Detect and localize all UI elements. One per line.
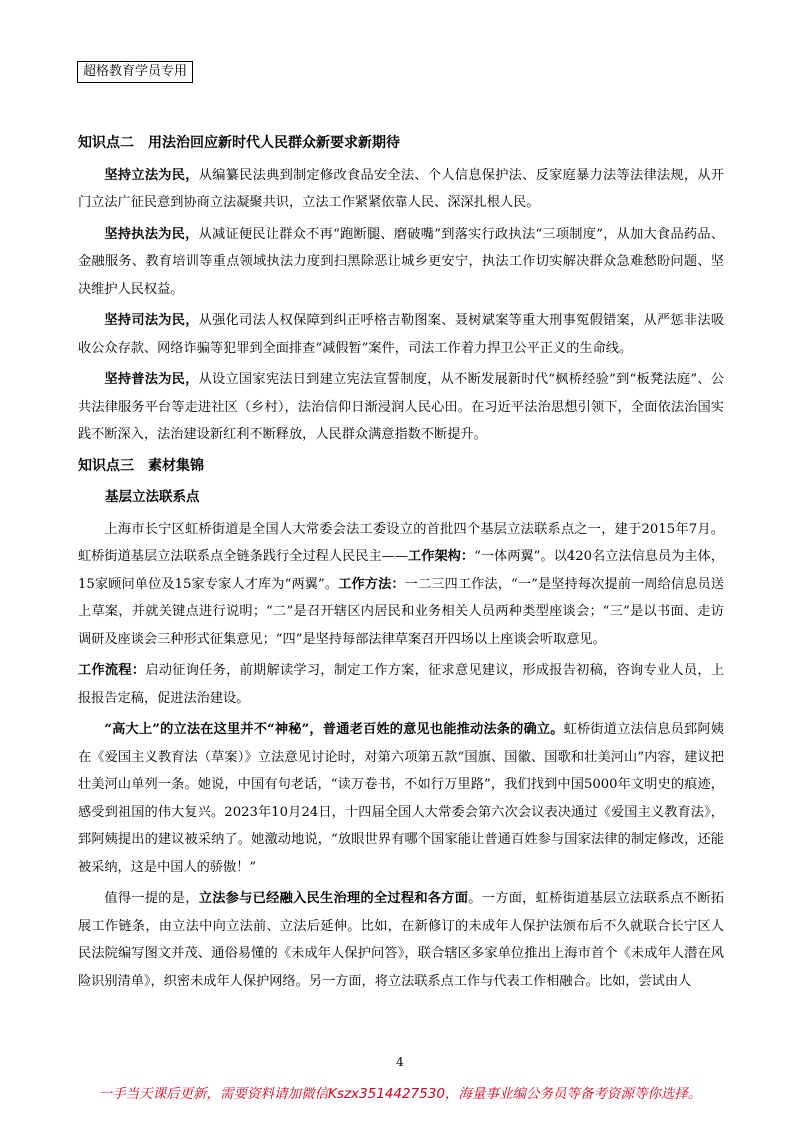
paragraph-enforcement: [78, 221, 724, 304]
text: 启动征询任务，前期解读学习，制定工作方案，征求意见建议，形成报告初稿，咨询专业人员，上报报告定稿，促进法治建设。: [78, 663, 725, 706]
text: 。一方面，虹桥街道基层立法联系点不断拓展工作链条，由立法中向立法前、立法后延伸。比如，在新修订的未成年人保护法颁布后不久就联合长宁区人民法院编写图文并茂、通俗易懂的《未成年人保护问答》，联合辖区多家单位推出上海市首个《未成年人潜在风险识别清单》，织密未成年人保护网络。另一方面，将立法联系点工作与代表工作相融合。比如，尝试由人: [78, 891, 725, 989]
paragraph-lead: 坚持立法为民，: [104, 167, 199, 183]
paragraph-text: 从编纂民法典到制定修改食品安全法、个人信息保护法、反家庭暴力法等法律法规，从开门立法广征民意到协商立法凝聚共识，立法工作紧紧依靠人民、深深扎根人民。: [78, 167, 725, 210]
paragraph-text: 从强化司法人权保障到纠正呼格吉勒图案、聂树斌案等重大刑事冤假错案，从严惩非法吸收公众存款、网络诈骗等犯罪到全面排查“减假暂”案件，司法工作着力捍卫公平正义的生命线。: [78, 313, 725, 356]
paragraph-lead: 坚持司法为民，: [104, 313, 199, 328]
footer-promo-note: 一手当天课后更新，需要资料请加微信Kszx3514427530，海量事业编公务员等备考资源等你选择。: [98, 1086, 702, 1102]
bold-text: 工作架构：: [408, 549, 475, 564]
paragraph-law-popularization: [78, 366, 724, 449]
text: 虹桥街道立法信息员郅阿姨在《爱国主义教育法（草案）》立法意见讨论时，对第六项第五款“国旗、国徽、国歌和壮美河山”内容，建议把壮美河山单列一条。她说，中国有句老话，“读万卷书，不如行万里路”，我们找到中国5000年文明史的痕迹，感受到祖国的伟大复兴。2023年10月24日，十四届全国人大常委会第六次会议表决通过《爱国主义教育法》，郅阿姨提出的建议被采纳了。她激动地说，“放眼世界有哪个国家能让普通百姓参与国家法律的制定修改，还能被采纳，这是中国人的骄傲！”: [78, 722, 724, 875]
paragraph-governance: [78, 885, 724, 995]
bold-text: 工作方法：: [338, 576, 405, 592]
paragraph-lead: 坚持普法为民，: [104, 372, 199, 387]
paragraph-lead: 坚持执法为民，: [104, 226, 199, 242]
bold-text: “高大上”的立法在这里并不“神秘”，普通老百姓的意见也能推动法条的确立。: [104, 722, 564, 737]
paragraph-example: [78, 716, 724, 881]
paragraph-legislation: [78, 162, 724, 217]
text: “一体两翼”。以420名立法信息员为主体，15家顾问单位及15家专家人才库为“两翼”。: [78, 549, 725, 592]
bold-text: 工作流程：: [78, 663, 146, 678]
text: 上海市长宁区虹桥街道是全国人大常委会法工委设立的首批四个基层立法联系点之一，建于2015年7月。虹桥街道基层立法联系点全链条践行全过程人民民主——: [78, 521, 724, 564]
paragraph-text: 从减证便民让群众不再“跑断腿、磨破嘴”到落实行政执法“三项制度”，从加大食品药品、金融服务、教育培训等重点领域执法力度到扫黑除恶让城乡更安宁，执法工作切实解决群众急难愁盼问题、坚决维护人民权益。: [78, 226, 725, 297]
paragraph-judiciary: [78, 307, 724, 362]
paragraph-workflow: [78, 657, 724, 712]
paragraph-hongqiao-intro: [78, 516, 724, 654]
section2-heading: 知识点二 用法治回应新时代人民群众新要求新期待: [78, 135, 400, 151]
paragraph-text: 从设立国家宪法日到建立宪法宣誓制度，从不断发展新时代“枫桥经验”到“板凳法庭”、公共法律服务平台等走进社区（乡村），法治信仰日渐浸润人民心田。在习近平法治思想引领下，全面依法治国实践不断深入，法治建设新红利不断释放，人民群众满意指数不断提升。: [78, 372, 725, 442]
section3-heading: 知识点三 素材集锦: [78, 457, 204, 474]
section3-subheading: 基层立法联系点: [105, 489, 200, 505]
text: 一二三四工作法，“一”是坚持每次提前一周给信息员送上草案，并就关键点进行说明；“二”是召开辖区内居民和业务相关人员两种类型座谈会；“三”是以书面、走访调研及座谈会三种形式征集意见；“四”是坚持每部法律草案召开四场以上座谈会听取意见。: [78, 576, 725, 647]
document-body: [78, 130, 724, 999]
header-label: 超格教育学员专用: [77, 61, 193, 83]
text: 值得一提的是，: [104, 891, 199, 906]
bold-text: 立法参与已经融入民生治理的全过程和各方面: [198, 891, 469, 906]
page-number: 4: [396, 1055, 404, 1069]
